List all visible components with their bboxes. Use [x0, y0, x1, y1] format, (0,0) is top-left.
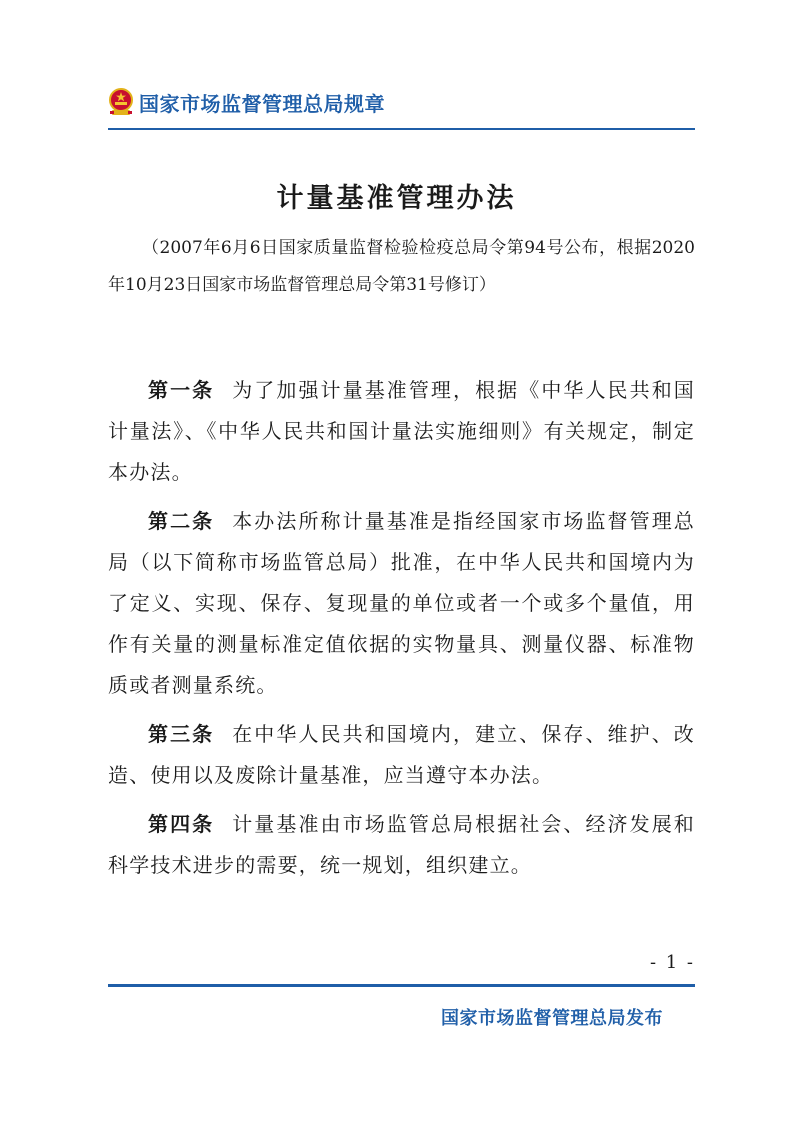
document-body: [108, 370, 695, 894]
header-divider: [108, 128, 695, 130]
article-label: 第一条: [148, 378, 215, 402]
article-label: 第四条: [148, 812, 215, 836]
article-3: [108, 714, 695, 796]
footer-publisher: 国家市场监督管理总局发布: [441, 1008, 663, 1029]
footer-divider: [108, 984, 695, 987]
article-text: 为了加强计量基准管理，根据《中华人民共和国计量法》、《中华人民共和国计量法实施细则》有关规定，制定本办法。: [108, 378, 695, 484]
article-text: 在中华人民共和国境内，建立、保存、维护、改造、使用以及废除计量基准，应当遵守本办法。: [108, 722, 695, 787]
page-number: - 1 -: [649, 952, 695, 973]
page-header: [108, 84, 385, 120]
article-label: 第二条: [148, 509, 215, 533]
article-2: [108, 501, 695, 706]
national-emblem-icon: [108, 88, 134, 116]
source-note: （2007年6月6日国家质量监督检验检疫总局令第94号公布，根据2020年10月23日国家市场监督管理总局令第31号修订）: [108, 238, 695, 295]
article-text: 本办法所称计量基准是指经国家市场监督管理总局（以下简称市场监管总局）批准，在中华人民共和国境内为了定义、实现、保存、复现量的单位或者一个或多个量值，用作有关量的测量标准定值依据的实物量具、测量仪器、标准物质或者测量系统。: [108, 509, 695, 697]
document-title: 计量基准管理办法: [276, 183, 517, 214]
article-1: [108, 370, 695, 493]
article-text: 计量基准由市场监管总局根据社会、经济发展和科学技术进步的需要，统一规划，组织建立。: [108, 812, 695, 877]
header-title: 国家市场监督管理总局规章: [139, 91, 385, 116]
article-label: 第三条: [148, 722, 215, 746]
article-4: [108, 804, 695, 886]
